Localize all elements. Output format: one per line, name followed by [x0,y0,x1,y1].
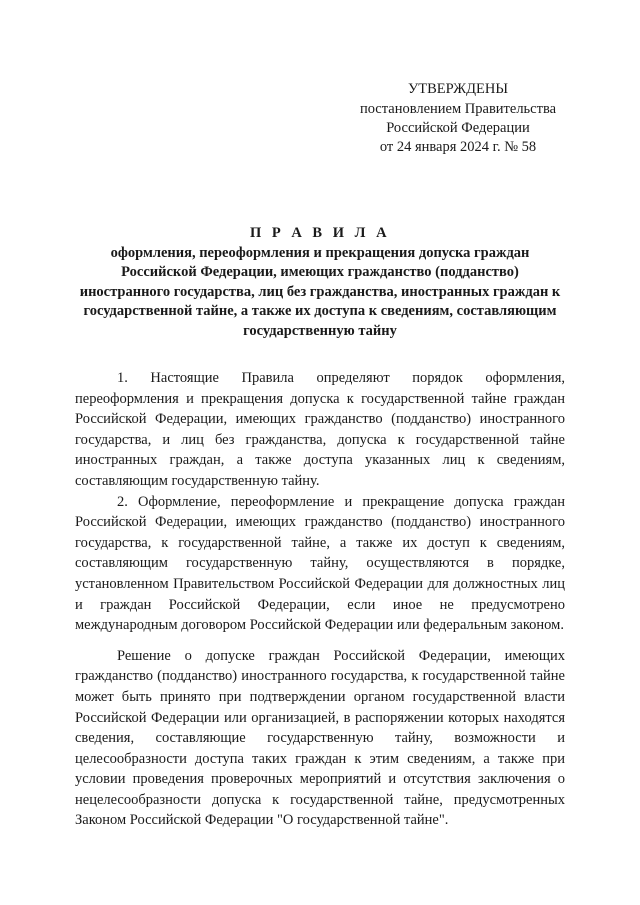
approval-line-resolution: постановлением Правительства [359,101,557,117]
paragraph-3: Решение о допуске граждан Российской Федерации, имеющих гражданство (подданство) иностранного государства, к государственной тайне может быть принято при подтверждении органом государственной власти Российской Федерации или организацией, в распоряжении которых находятся сведения, составляющие государственную тайну, возможности и целесообразности доступа таких граждан к этим сведениям, а также при условии проведения проверочных мероприятий и отсутствия заключения о нецелесообразности допуска к государственной тайне, предусмотренных Законом Российской Федерации "О государственной тайне". [75,647,565,829]
document-type: П Р А В И Л А [249,225,391,241]
document-subtitle: оформления, переоформления и прекращения допуска граждан Российской Федерации, имеющих гражданство (подданство) иностранного государства, лиц без гражданства, иностранных граждан к государственной тайне, а также их доступа к сведениям, составляющим государственную тайну [79,244,561,339]
paragraph-1: 1. Настоящие Правила определяют порядок оформления, переоформления и прекращения допуска к государственной тайне граждан Российской Федерации, имеющих гражданство (подданство) иностранного государства, и лиц без гражданства, допуска к государственной тайне иностранных граждан, а также доступа указанных лиц к сведениям, составляющим государственную тайну. [75,370,565,489]
approval-stamp [340,80,576,157]
document-title [75,224,565,341]
approval-heading: УТВЕРЖДЕНЫ [407,81,509,97]
approval-line-federation: Российской Федерации [386,120,530,136]
document-body [75,368,565,831]
paragraph-2: 2. Оформление, переоформление и прекращение допуска граждан Российской Федерации, имеющих гражданство (подданство) иностранного государства, к государственной тайне, а также их доступ к сведениям, составляющим государственную тайну, осуществляются в порядке, установленном Правительством Российской Федерации для должностных лиц и граждан Российской Федерации, если иное не предусмотрено международным договором Российской Федерации или федеральным законом. [75,493,565,634]
approval-line-date: от 24 января 2024 г. № 58 [379,139,537,155]
